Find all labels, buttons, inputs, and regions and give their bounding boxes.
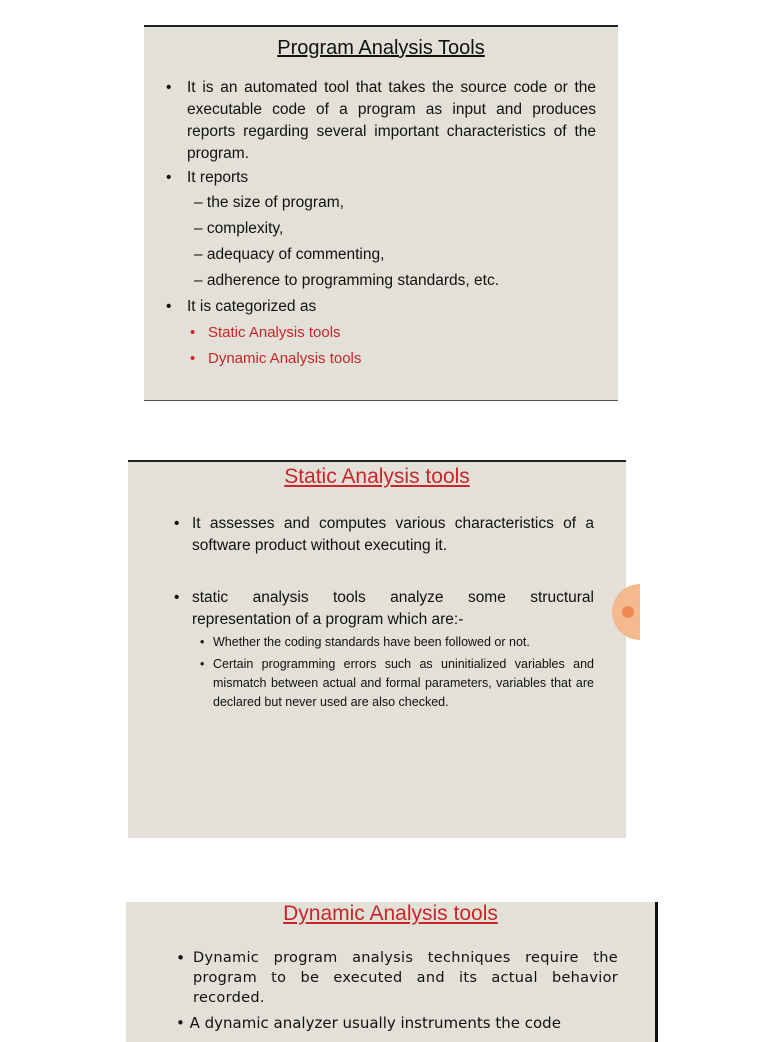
bullet-text: It is an automated tool that takes the source code or the executable code of a program as input and produces reports regarding several important characteristics of the program. bbox=[187, 79, 596, 162]
sub-bullet-item bbox=[200, 633, 594, 652]
slide-program-analysis-tools bbox=[144, 25, 618, 401]
bullet-dot-icon: • bbox=[190, 350, 196, 367]
slide-static-analysis-tools bbox=[128, 460, 626, 838]
bullet-text: static analysis tools analyze some structural representation of a program which are:- bbox=[192, 589, 594, 628]
bullet-dot-icon: • bbox=[176, 949, 186, 967]
slide-title: Static Analysis tools bbox=[284, 465, 470, 488]
decorative-circle-icon bbox=[612, 584, 640, 640]
bullet-dot-icon: • bbox=[174, 589, 180, 606]
sub-item: – adherence to programming standards, etc. bbox=[194, 272, 500, 289]
bullet-text: Dynamic program analysis techniques require the program to be executed and its actual behavior recorded. bbox=[193, 950, 618, 1006]
sub-bullet-text: Whether the coding standards have been followed or not. bbox=[213, 635, 530, 649]
bullet-item bbox=[176, 948, 618, 1008]
bullet-dot-icon: • bbox=[174, 515, 180, 532]
bullet-item bbox=[166, 296, 596, 318]
bullet-dot-icon: • bbox=[166, 169, 172, 186]
bullet-text: It is categorized as bbox=[187, 298, 317, 315]
slide-title: Dynamic Analysis tools bbox=[283, 902, 498, 925]
bullet-text: It assesses and computes various characteristics of a software product without executing it. bbox=[192, 515, 594, 554]
bullet-item bbox=[174, 587, 594, 631]
category-item bbox=[190, 348, 361, 370]
bullet-dot-icon: • bbox=[190, 324, 196, 341]
bullet-dot-icon: • bbox=[200, 635, 205, 649]
bullet-item bbox=[166, 167, 596, 189]
category-label: Dynamic Analysis tools bbox=[208, 350, 362, 367]
sub-item: – adequacy of commenting, bbox=[194, 246, 385, 263]
slide-dynamic-analysis-tools bbox=[126, 902, 658, 1042]
bullet-dot-icon: • bbox=[166, 79, 172, 96]
bullet-text: It reports bbox=[187, 169, 249, 186]
bullet-text-cut-off: • A dynamic analyzer usually instruments the code bbox=[176, 1014, 561, 1032]
bullet-item bbox=[174, 513, 594, 557]
sub-bullet-text: Certain programming errors such as uninitialized variables and mismatch between actual and formal parameters, variables that are declared but never used are also checked. bbox=[213, 657, 594, 709]
sub-item: – complexity, bbox=[194, 220, 284, 237]
category-item bbox=[190, 322, 341, 344]
slide-title: Program Analysis Tools bbox=[277, 37, 485, 59]
bullet-item bbox=[166, 77, 596, 165]
sub-bullet-item bbox=[200, 655, 594, 712]
bullet-dot-icon: • bbox=[200, 657, 205, 671]
sub-item: – the size of program, bbox=[194, 194, 344, 211]
category-label: Static Analysis tools bbox=[208, 324, 341, 341]
bullet-dot-icon: • bbox=[166, 298, 172, 315]
